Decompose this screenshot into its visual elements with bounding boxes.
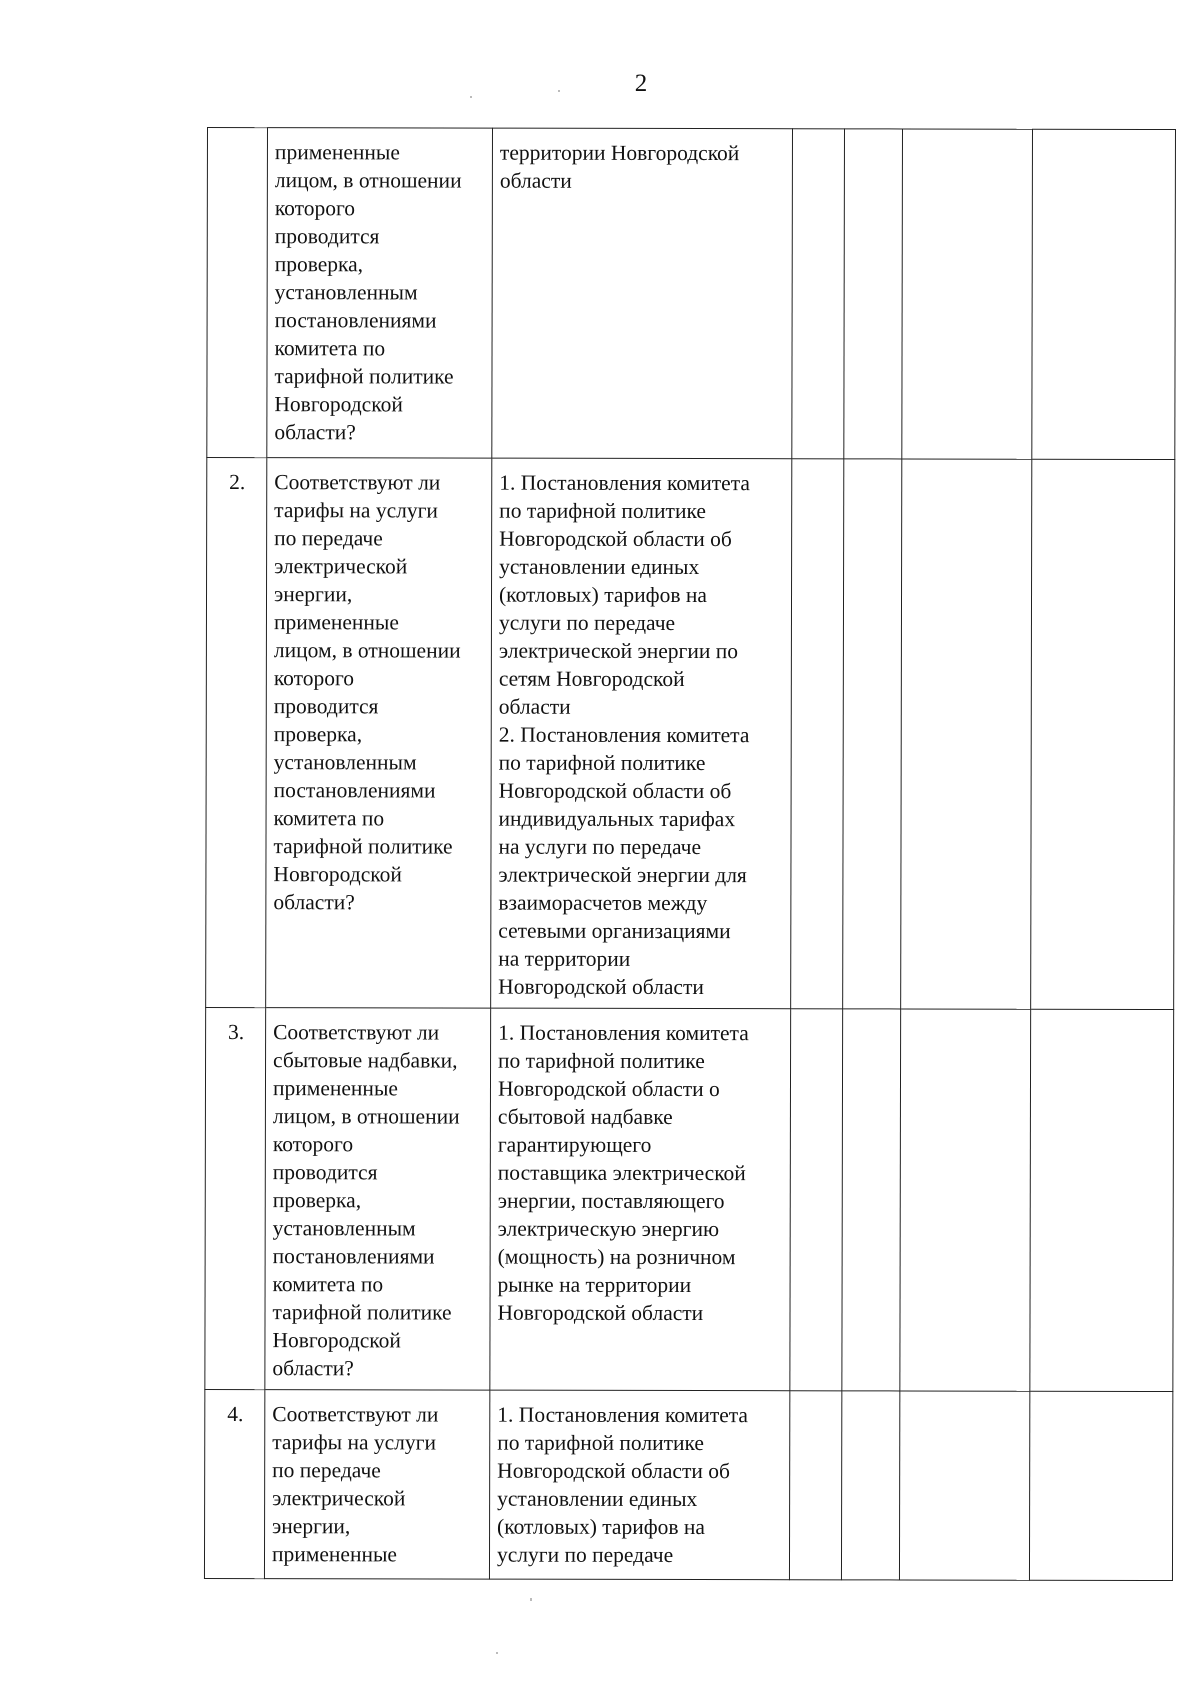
scan-speck — [530, 1598, 532, 1601]
table-row — [207, 128, 1176, 460]
notes-cell — [1029, 1391, 1172, 1580]
question-cell: Соответствуют ли сбытовые надбавки, примененные лицом, в отношении которого проводится проверка, установленным постановлениями комитета по тарифной политике Новгородской области? — [265, 1008, 491, 1390]
scan-speck — [470, 96, 472, 98]
not-applicable-cell — [900, 1009, 1031, 1391]
row-number — [207, 128, 268, 458]
reference-cell: 1. Постановления комитета по тарифной политике Новгородской области о сбытовой надбавке гарантирующего поставщика электрической энергии, поставляющего электрическую энергию (мощность) на розничном рынке на территории Новгородской области — [490, 1008, 791, 1391]
answer-no-cell — [844, 129, 903, 459]
checklist-table — [204, 127, 1176, 1581]
not-applicable-cell — [901, 459, 1032, 1009]
answer-no-cell — [843, 459, 902, 1009]
answer-yes-cell — [792, 129, 845, 459]
notes-cell — [1032, 129, 1176, 459]
answer-no-cell — [841, 1391, 899, 1580]
question-cell: Соответствуют ли тарифы на услуги по передаче электрической энергии, примененные — [264, 1390, 489, 1579]
page-number: 2 — [634, 70, 648, 97]
reference-cell: территории Новгородской области — [492, 128, 793, 459]
answer-yes-cell — [790, 1009, 843, 1391]
row-number: 2. — [206, 458, 267, 1008]
table-row — [204, 1389, 1172, 1580]
notes-cell — [1031, 459, 1175, 1009]
answer-no-cell — [842, 1009, 901, 1391]
reference-cell: 1. Постановления комитета по тарифной политике Новгородской области об установлении единых (котловых) тарифов на услуги по передаче электрической энергии по сетям Новгородской области 2. Постановления комитета по тарифной политике Новгородской области об индивидуальных тарифах на услуги по передаче электрической энергии для взаиморасчетов между сетевыми организациями на территории Новгородской области — [491, 458, 792, 1009]
question-cell: примененные лицом, в отношении которого проводится проверка, установленным постановлениями комитета по тарифной политике Новгородской области? — [267, 128, 493, 458]
table-row — [205, 1007, 1174, 1391]
row-number: 3. — [205, 1007, 266, 1389]
not-applicable-cell — [899, 1391, 1029, 1580]
notes-cell — [1030, 1009, 1174, 1391]
reference-cell: 1. Постановления комитета по тарифной политике Новгородской области об установлении единых (котловых) тарифов на услуги по передаче — [489, 1390, 789, 1580]
row-number: 4. — [204, 1389, 264, 1578]
not-applicable-cell — [902, 129, 1033, 459]
answer-yes-cell — [789, 1391, 841, 1580]
answer-yes-cell — [791, 459, 844, 1009]
scan-speck — [496, 1652, 498, 1654]
question-cell: Соответствуют ли тарифы на услуги по передаче электрической энергии, примененные лицом, в отношении которого проводится проверка, установленным постановлениями комитета по тарифной политике Новгородской области? — [266, 458, 492, 1008]
table-row — [206, 458, 1175, 1010]
scan-speck — [558, 90, 560, 92]
